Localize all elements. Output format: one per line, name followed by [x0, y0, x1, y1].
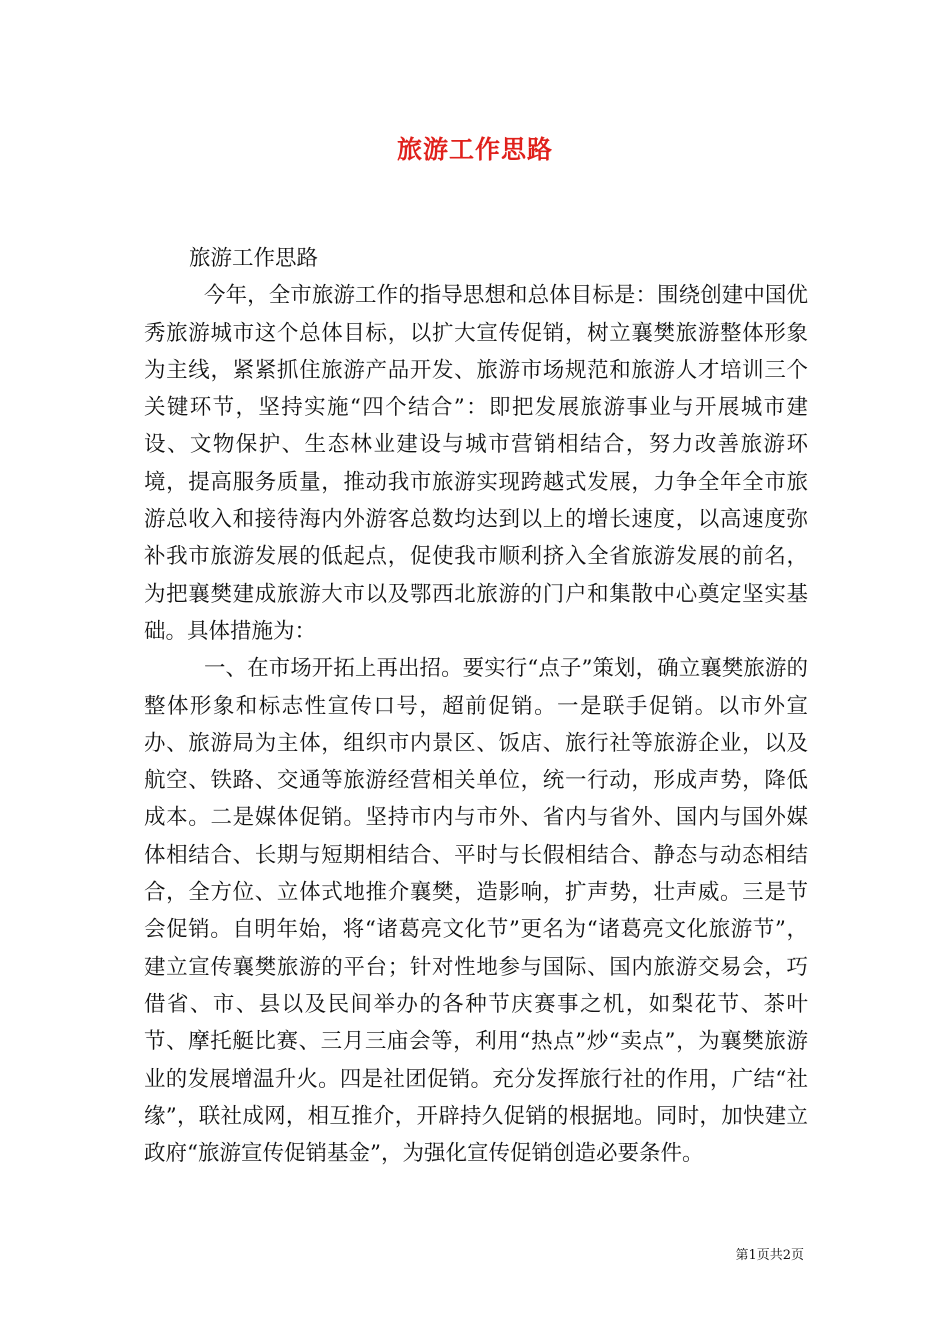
page-number: 第1页共2页	[735, 1248, 804, 1263]
document-title: 旅游工作思路	[396, 135, 553, 164]
document-body	[144, 240, 808, 1172]
paragraph-guiding-ideas: 今年，全市旅游工作的指导思想和总体目标是：围绕创建中国优秀旅游城市这个总体目标，以扩大宣传促销，树立襄樊旅游整体形象为主线，紧紧抓住旅游产品开发、旅游市场规范和旅游人才培训三个关键环节，坚持实施“四个结合”：即把发展旅游事业与开展城市建设、文物保护、生态林业建设与城市营销相结合，努力改善旅游环境，提高服务质量，推动我市旅游实现跨越式发展，力争全年全市旅游总收入和接待海内外游客总数均达到以上的增长速度，以高速度弥补我市旅游发展的低起点，促使我市顺利挤入全省旅游发展的前名，为把襄樊建成旅游大市以及鄂西北旅游的门户和集散中心奠定坚实基础。具体措施为：	[144, 283, 808, 644]
document-subtitle: 旅游工作思路	[189, 246, 319, 271]
paragraph-market-expansion: 一、在市场开拓上再出招。要实行“点子”策划，确立襄樊旅游的整体形象和标志性宣传口号，超前促销。一是联手促销。以市外宣办、旅游局为主体，组织市内景区、饭店、旅行社等旅游企业，以及航空、铁路、交通等旅游经营相关单位，统一行动，形成声势，降低成本。二是媒体促销。坚持市内与市外、省内与省外、国内与国外媒体相结合、长期与短期相结合、平时与长假相结合、静态与动态相结合，全方位、立体式地推介襄樊，造影响，扩声势，壮声威。三是节会促销。自明年始，将“诸葛亮文化节”更名为“诸葛亮文化旅游节”，建立宣传襄樊旅游的平台；针对性地参与国际、国内旅游交易会，巧借省、市、县以及民间举办的各种节庆赛事之机，如梨花节、茶叶节、摩托艇比赛、三月三庙会等，利用“热点”炒“卖点”，为襄樊旅游业的发展增温升火。四是社团促销。充分发挥旅行社的作用，广结“社缘”，联社成网，相互推介，开辟持久促销的根据地。同时，加快建立政府“旅游宣传促销基金”，为强化宣传促销创造必要条件。	[144, 656, 809, 1167]
